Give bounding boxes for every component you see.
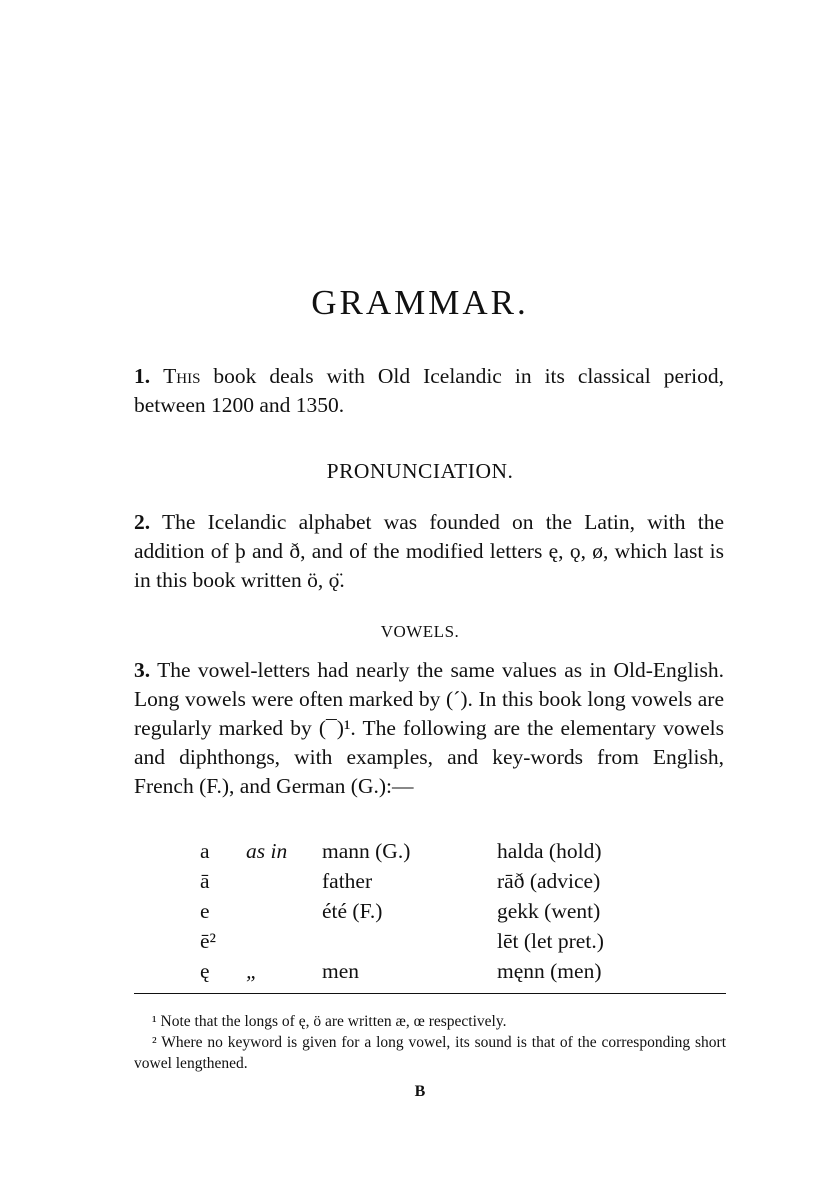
vowel-letter: ā [200,869,210,893]
heading-pronunciation: PRONUNCIATION. [326,459,514,483]
table-row [200,959,630,989]
footnote-divider [134,993,726,994]
vowel-example: rāð (advice) [497,869,601,893]
section-number: 1. [134,364,151,388]
vowel-keyword: été (F.) [322,899,383,923]
vowel-mark: „ [246,959,258,983]
section-lead-word: This [163,364,201,388]
section-3-paragraph [134,656,724,801]
page-title: GRAMMAR. [311,283,529,322]
section-text: book deals with Old Icelandic in its classical period, between 1200 and 1350. [134,364,724,417]
section-1-paragraph [134,362,724,420]
vowel-letter: e [200,899,210,923]
footnote: ² Where no keyword is given for a long vowel, its sound is that of the corresponding short vowel lengthened. [134,1034,726,1072]
vowel-keyword: father [322,869,373,893]
section-text: The Icelandic alphabet was founded on the Latin, with the addition of þ and ð, and of the modified letters ę, ǫ, ø, which last is in this book written ö, ǫ̈. [134,510,724,592]
section-number: 2. [134,510,151,534]
heading-vowels: VOWELS. [380,622,460,641]
section-text: The vowel-letters had nearly the same values as in Old-English. Long vowels were often marked by (´). In this book long vowels are regularly marked by (¯)¹. The following are the elementary vowels and diphthongs, with examples, and key-words from English, French (F.), and German (G.):— [134,658,724,798]
vowel-keyword: men [322,959,360,983]
table-row [200,839,630,869]
vowel-example: gekk (went) [497,899,601,923]
table-row [200,869,630,899]
table-row [200,929,630,959]
signature-mark: B [414,1083,426,1100]
vowel-letter: a [200,839,210,863]
vowel-table [200,839,630,989]
vowel-letter: ē² [200,929,216,953]
vowel-mark: as in [246,839,288,863]
vowel-example: męnn (men) [497,959,602,983]
vowel-letter: ę [200,959,210,983]
footnotes [134,1011,726,1074]
section-number: 3. [134,658,151,682]
table-row [200,899,630,929]
section-2-paragraph [134,508,724,595]
vowel-example: halda (hold) [497,839,602,863]
footnote: ¹ Note that the longs of ę, ö are written æ, œ respectively. [152,1013,507,1030]
vowel-example: lēt (let pret.) [497,929,604,953]
vowel-keyword: mann (G.) [322,839,411,863]
